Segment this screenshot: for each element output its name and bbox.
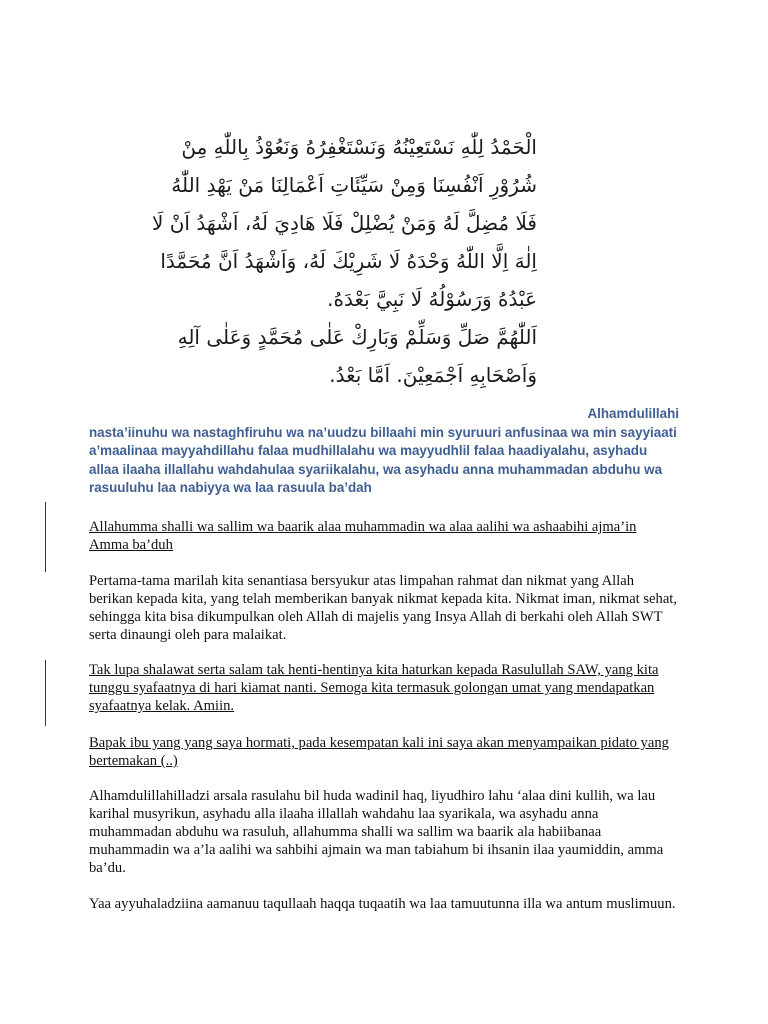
paragraph-gratitude: Pertama-tama marilah kita senantiasa bersyukur atas limpahan rahmat dan nikmat yang Allah berikan kepada kita, yang telah memberikan banyak nikmat kepada kita. Nikmat iman, nikmat sehat, sehingga kita bisa dikumpulkan oleh Allah di majelis yang Insya Allah di berkahi oleh Allah SWT serta dinaungi oleh para malaikat. xyxy=(89,573,678,643)
transliteration-body: nasta’iinuhu wa nastaghfiruhu wa na’uudzu billaahi min syuruuri anfusinaa wa min sayyiaati a’maalinaa mayyahdillahu falaa mudhillalahu wa mayyudhlil falaa haadiyalahu, asyhadu allaa ilaaha illallahu wahdahulaa syariikalahu, wa asyhadu anna muhammadan abduhu wa rasuuluhu laa nabiyya wa laa rasuula ba’dah xyxy=(89,424,677,495)
arabic-line: الْحَمْدُ لِلّٰهِ نَسْتَعِيْنُهُ وَنَسْتَغْفِرُهُ وَنَعُوْذُ بِاللّٰهِ مِنْ xyxy=(181,135,537,159)
revision-bar xyxy=(45,660,46,726)
paragraph-taqwa: Yaa ayyuhaladziina aamanuu taqullaah haqqa tuqaatih wa laa tamuutunna illa wa antum muslimuun. xyxy=(89,896,676,912)
shalawat-paragraph[interactable]: Allahumma shalli wa sallim wa baarik alaa muhammadin wa alaa aalihi wa ashaabihi ajma’in Amma ba’duh xyxy=(89,519,637,553)
arabic-line: عَبْدُهُ وَرَسُوْلُهُ لَا نَبِيَّ بَعْدَهُ. xyxy=(327,287,537,311)
paragraph-alhamdulillah: Alhamdulillahilladzi arsala rasulahu bil huda wadinil haq, liyudhiro lahu ‘alaa dini kullih, wa lau karihal musyrikun, asyhadu alla ilaaha illallah wahdahu laa syarikala, wa asyhadu anna muhammadan abduhu wa rasuluh, allahumma shalli wa sallim wa baarik ala habiibanaa muhammadin wa a’la aalihi wa sahbihi ajmain wa man tabiahum bi ihsanin ilaa yaumiddin, amma ba’du. xyxy=(89,788,664,876)
paragraph-greeting[interactable]: Bapak ibu yang yang saya hormati, pada kesempatan kali ini saya akan menyampaikan pidato yang bertemakan (..) xyxy=(89,735,669,769)
transliteration-block xyxy=(89,405,679,498)
arabic-line: اَللّٰهُمَّ صَلِّ وَسَلِّمْ وَبَارِكْ عَلٰى مُحَمَّدٍ وَعَلٰى آلِهِ xyxy=(177,325,537,349)
arabic-line: شُرُوْرِ اَنْفُسِنَا وَمِنْ سَيِّئَاتِ اَعْمَالِنَا مَنْ يَهْدِ اللّٰهُ xyxy=(171,173,537,197)
paragraph-shalawat-salam[interactable]: Tak lupa shalawat serta salam tak henti-hentinya kita haturkan kepada Rasulullah SAW, yang kita tunggu syafaatnya di hari kiamat nanti. Semoga kita termasuk golongan umat yang mendapatkan syafaatnya kelak. Amiin. xyxy=(89,662,659,714)
revision-bar xyxy=(45,502,46,572)
arabic-opening-image xyxy=(131,128,537,396)
arabic-line: اِلٰهَ اِلَّا اللّٰهُ وَحْدَهُ لَا شَرِيْكَ لَهُ، وَاَشْهَدُ اَنَّ مُحَمَّدًا xyxy=(160,249,537,273)
arabic-line: وَاَصْحَابِهِ اَجْمَعِيْنَ. اَمَّا بَعْدُ. xyxy=(329,363,537,387)
arabic-line: فَلَا مُضِلَّ لَهُ وَمَنْ يُضْلِلْ فَلَا هَادِيَ لَهُ، اَشْهَدُ اَنْ لَا xyxy=(151,211,537,235)
transliteration-first-word: Alhamdulillahi xyxy=(587,406,679,421)
